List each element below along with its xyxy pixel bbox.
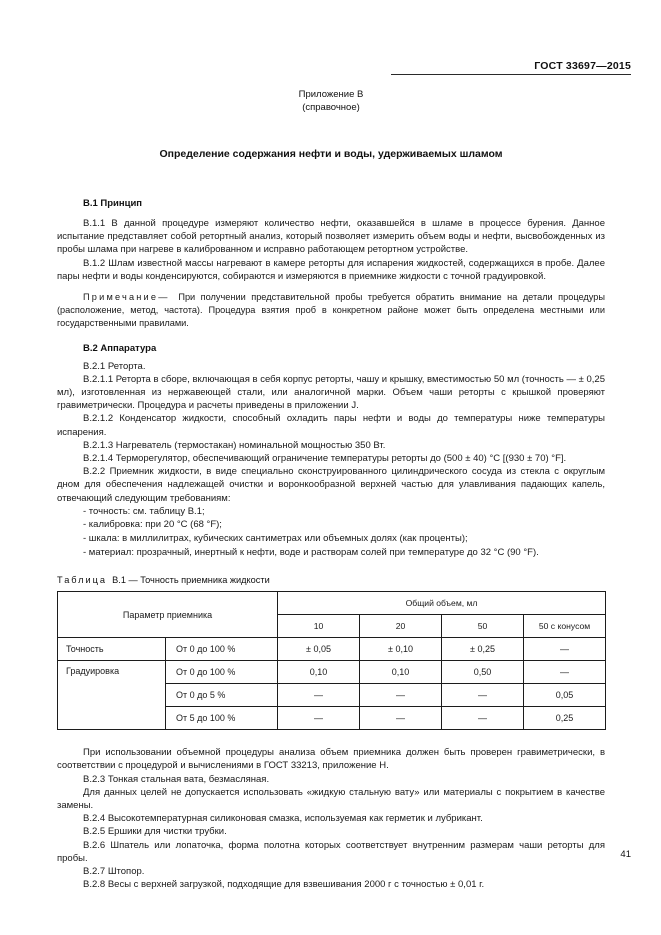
table-caption (57, 575, 605, 585)
table-cell-range: От 5 до 100 % (166, 707, 278, 730)
table-cell-value: ± 0,10 (360, 638, 442, 661)
accuracy-table (57, 591, 606, 730)
table-cell-range: От 0 до 100 % (166, 638, 278, 661)
page-number: 41 (620, 849, 631, 860)
table-cell-value: ± 0,25 (442, 638, 524, 661)
table-cell-value: — (278, 684, 360, 707)
paragraph-b23-note: Для данных целей не допускается использовать «жидкую стальную вату» или материалы с покрытием в качестве замены. (57, 786, 605, 812)
table-caption-number: В.1 (112, 575, 126, 586)
requirement-item: - точность: см. таблицу В.1; (83, 505, 205, 517)
table-cell-value: — (278, 707, 360, 730)
table-caption-word: Таблица (57, 575, 108, 586)
table-cell-value: 0,05 (524, 684, 606, 707)
note-text: При получении представительной пробы требуется обратить внимание на детали процедуры (расположение, метод, частота). Процедура взятия проб в конкретном районе может быть определена местными или государственными правилами. (57, 292, 605, 329)
table-cell-value: 0,50 (442, 661, 524, 684)
running-header (331, 56, 631, 74)
paragraph-b212: B.2.1.2 Конденсатор жидкости, способный охладить пары нефти и воды до температуры ниже температуры испарения. (57, 413, 605, 438)
table-header-param: Параметр приемника (58, 592, 278, 638)
table-cell-param: Точность (58, 638, 166, 661)
table-cell-range: От 0 до 5 % (166, 684, 278, 707)
table-cell-value: — (524, 661, 606, 684)
paragraph-after-table: При использовании объемной процедуры анализа объем приемника должен быть проверен гравиметрически, в соответствии с процедурой и вычислениями в ГОСТ 33213, приложение H. (57, 747, 605, 772)
annex-title: Определение содержания нефти и воды, удерживаемых шламом (159, 148, 503, 160)
paragraph-b12: B.1.2 Шлам известной массы нагревают в камере реторты для испарения жидкостей, содержащихся в пробе. Далее пары нефти и воды конденсируются, собираются и измеряются в приемнике жидкости с точной градуировкой. (57, 257, 605, 282)
requirement-item: - шкала: в миллилитрах, кубических сантиметрах или объемных долях (как проценты); (83, 533, 468, 545)
table-caption-dash: — (128, 575, 138, 586)
requirement-item: - материал: прозрачный, инертный к нефти, воде и растворам солей при температуре до 32 °C (90 °F). (83, 546, 539, 558)
annex-label: Приложение В (298, 89, 364, 100)
paragraph-b27: B.2.7 Штопор. (83, 866, 145, 878)
table-cell-value: — (442, 684, 524, 707)
paragraph-b211: B.2.1.1 Реторта в сборе, включающая в себя корпус реторты, чашу и крышку, вместимостью 50 мл (точность — ± 0,25 мл), изготовленная из нержавеющей стали, или аналогичной марки. Объем чаши реторты с крышкой проверяют гравиметрически. Процедура и расчеты приведены в приложении J. (57, 373, 605, 412)
table-cell-value: — (360, 684, 442, 707)
note-principle (57, 291, 605, 331)
table-cell-value: 0,10 (278, 661, 360, 684)
table-header-row (58, 592, 606, 615)
table-column-header: 20 (360, 615, 442, 638)
paragraph-b28: B.2.8 Весы с верхней загрузкой, подходящие для взвешивания 2000 г с точностью ± 0,01 г. (83, 879, 485, 891)
table-caption-text: Точность приемника жидкости (140, 575, 270, 586)
paragraph-b26: B.2.6 Шпатель или лопаточка, форма полотна которых соответствует внутренним размерам чаши реторты для пробы. (57, 839, 605, 864)
annex-status: (справочное) (302, 102, 360, 113)
table-column-header: 50 (442, 615, 524, 638)
paragraph-b25: B.2.5 Ершики для чистки трубки. (83, 826, 227, 838)
table-cell-value: — (442, 707, 524, 730)
page-content (57, 88, 605, 891)
section-heading-principle: B.1 Принцип (83, 198, 143, 209)
section-heading-apparatus: B.2 Аппаратура (83, 342, 157, 354)
requirement-item: - калибровка: при 20 °C (68 °F); (83, 519, 222, 531)
note-word: Примечание (83, 292, 159, 303)
paragraph-b213: B.2.1.3 Нагреватель (термостакан) номинальной мощностью 350 Вт. (83, 439, 386, 451)
paragraph-b23: B.2.3 Тонкая стальная вата, безмасляная. (83, 773, 270, 785)
standard-id: ГОСТ 33697—2015 (534, 60, 631, 72)
paragraph-b21: B.2.1 Реторта. (83, 360, 146, 372)
table-column-header: 50 с конусом (524, 615, 606, 638)
paragraph-b22: B.2.2 Приемник жидкости, в виде специально сконструированного цилиндрического сосуда из стекла с округлым дном для обеспечения надлежащей очистки и воронкообразной верхней частью для улавливания падающих капель, отвечающий следующим требованиям: (57, 466, 605, 504)
paragraph-b214: B.2.1.4 Терморегулятор, обеспечивающий ограничение температуры реторты до (500 ± 40) °C [(930 ± 70) °F]. (83, 453, 567, 465)
table-cell-value: 0,10 (360, 661, 442, 684)
table-cell-value: — (360, 707, 442, 730)
table-cell-range: От 0 до 100 % (166, 661, 278, 684)
table-header-group: Общий объем, мл (278, 592, 606, 615)
table-cell-value: — (524, 638, 606, 661)
table-cell-value: ± 0,05 (278, 638, 360, 661)
paragraph-b24: B.2.4 Высокотемпературная силиконовая смазка, используемая как герметик и лубрикант. (83, 813, 483, 825)
table-cell-value: 0,25 (524, 707, 606, 730)
table-row (58, 638, 606, 661)
note-dash: — (158, 292, 168, 303)
table-column-header: 10 (278, 615, 360, 638)
table-cell-param: Градуировка (58, 661, 166, 730)
header-rule (391, 74, 631, 75)
table-row (58, 661, 606, 684)
paragraph-b11: B.1.1 В данной процедуре измеряют количество нефти, оказавшейся в шламе в процессе бурения. Данное испытание представляет собой ретортный анализ, который позволяет измерить объем воды и нефти, высвобожденных из пробы шлама при нагреве в калиброванном и исправно работающем ретортном устройстве. (57, 218, 605, 256)
